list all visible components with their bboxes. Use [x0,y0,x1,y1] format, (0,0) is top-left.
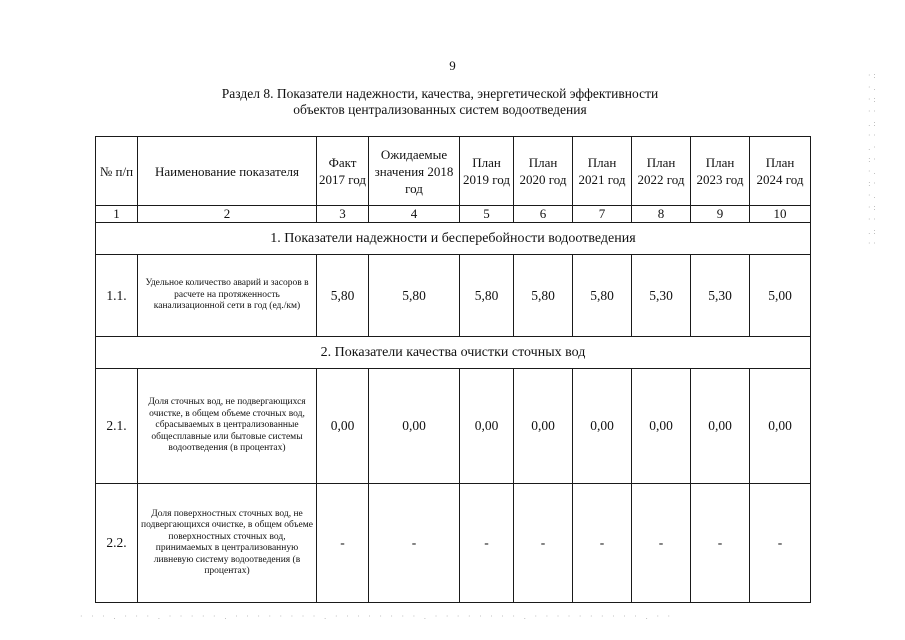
row-number: 1.1. [96,255,138,337]
value-cell: - [317,484,369,603]
section-row-treatment-quality [96,337,811,369]
value-cell: 0,00 [632,369,691,484]
row-number: 2.1. [96,369,138,484]
value-cell: 5,30 [691,255,750,337]
section-row-reliability [96,223,811,255]
header-expected-2018: Ожидаемые значения 2018 год [369,137,460,206]
indicator-name: Удельное количество аварий и засоров в расчете на протяженность канализационной сети в год (ед./км) [138,255,317,337]
value-cell: 5,80 [573,255,632,337]
indicator-name: Доля сточных вод, не подвергающихся очистке, в общем объеме сточных вод, сбрасываемых в централизованные общесплавные или бытовые системы водоотведения (в процентах) [138,369,317,484]
table-row [96,369,811,484]
indicators-table [95,136,811,603]
column-index: 9 [691,206,750,223]
section-heading-reliability: 1. Показатели надежности и бесперебойности водоотведения [96,223,811,255]
section-title [0,86,880,118]
value-cell: 5,80 [317,255,369,337]
header-plan-2024: План 2024 год [750,137,811,206]
scan-noise-right: · : · . · : · · . : · · . · : · · . : · · . · : · · . : · · [868,71,876,248]
section-title-line-1: Раздел 8. Показатели надежности, качества, энергетической эффективности [221,86,659,101]
value-cell: - [460,484,514,603]
table-row [96,255,811,337]
header-plan-2020: План 2020 год [514,137,573,206]
section-heading-treatment-quality: 2. Показатели качества очистки сточных вод [96,337,811,369]
header-plan-2023: План 2023 год [691,137,750,206]
header-row [96,137,811,206]
page-number: 9 [449,58,456,73]
column-index: 5 [460,206,514,223]
section-title-line-2: объектов централизованных систем водоотведения [293,102,587,117]
value-cell: 0,00 [514,369,573,484]
value-cell: - [750,484,811,603]
value-cell: 0,00 [460,369,514,484]
value-cell: - [632,484,691,603]
indicator-name: Доля поверхностных сточных вод, не подвергающихся очистке, в общем объеме поверхностных сточных вод, принимаемых в централизованную ливневую систему водоотведения (в процентах) [138,484,317,603]
value-cell: - [691,484,750,603]
value-cell: - [573,484,632,603]
value-cell: 5,30 [632,255,691,337]
value-cell: - [369,484,460,603]
column-index-row [96,206,811,223]
column-index: 7 [573,206,632,223]
value-cell: 0,00 [369,369,460,484]
row-number: 2.2. [96,484,138,603]
header-indicator-name: Наименование показателя [138,137,317,206]
value-cell: 0,00 [691,369,750,484]
table-row [96,484,811,603]
header-plan-2022: План 2022 год [632,137,691,206]
header-number: № п/п [96,137,138,206]
header-plan-2019: План 2019 год [460,137,514,206]
value-cell: 5,00 [750,255,811,337]
header-plan-2021: План 2021 год [573,137,632,206]
column-index: 1 [96,206,138,223]
value-cell: 5,80 [369,255,460,337]
value-cell: 5,80 [514,255,573,337]
column-index: 6 [514,206,573,223]
value-cell: 5,80 [460,255,514,337]
value-cell: 0,00 [750,369,811,484]
column-index: 3 [317,206,369,223]
column-index: 2 [138,206,317,223]
column-index: 8 [632,206,691,223]
header-fact-2017: Факт 2017 год [317,137,369,206]
value-cell: - [514,484,573,603]
value-cell: 0,00 [317,369,369,484]
value-cell: 0,00 [573,369,632,484]
column-index: 4 [369,206,460,223]
scan-noise-bottom: · · · . · · · . · · · · · . · · · · · · · · . · · · · · · · · . · · · · · · · · . · · · · · · · · · · . · · [80,612,674,621]
column-index: 10 [750,206,811,223]
